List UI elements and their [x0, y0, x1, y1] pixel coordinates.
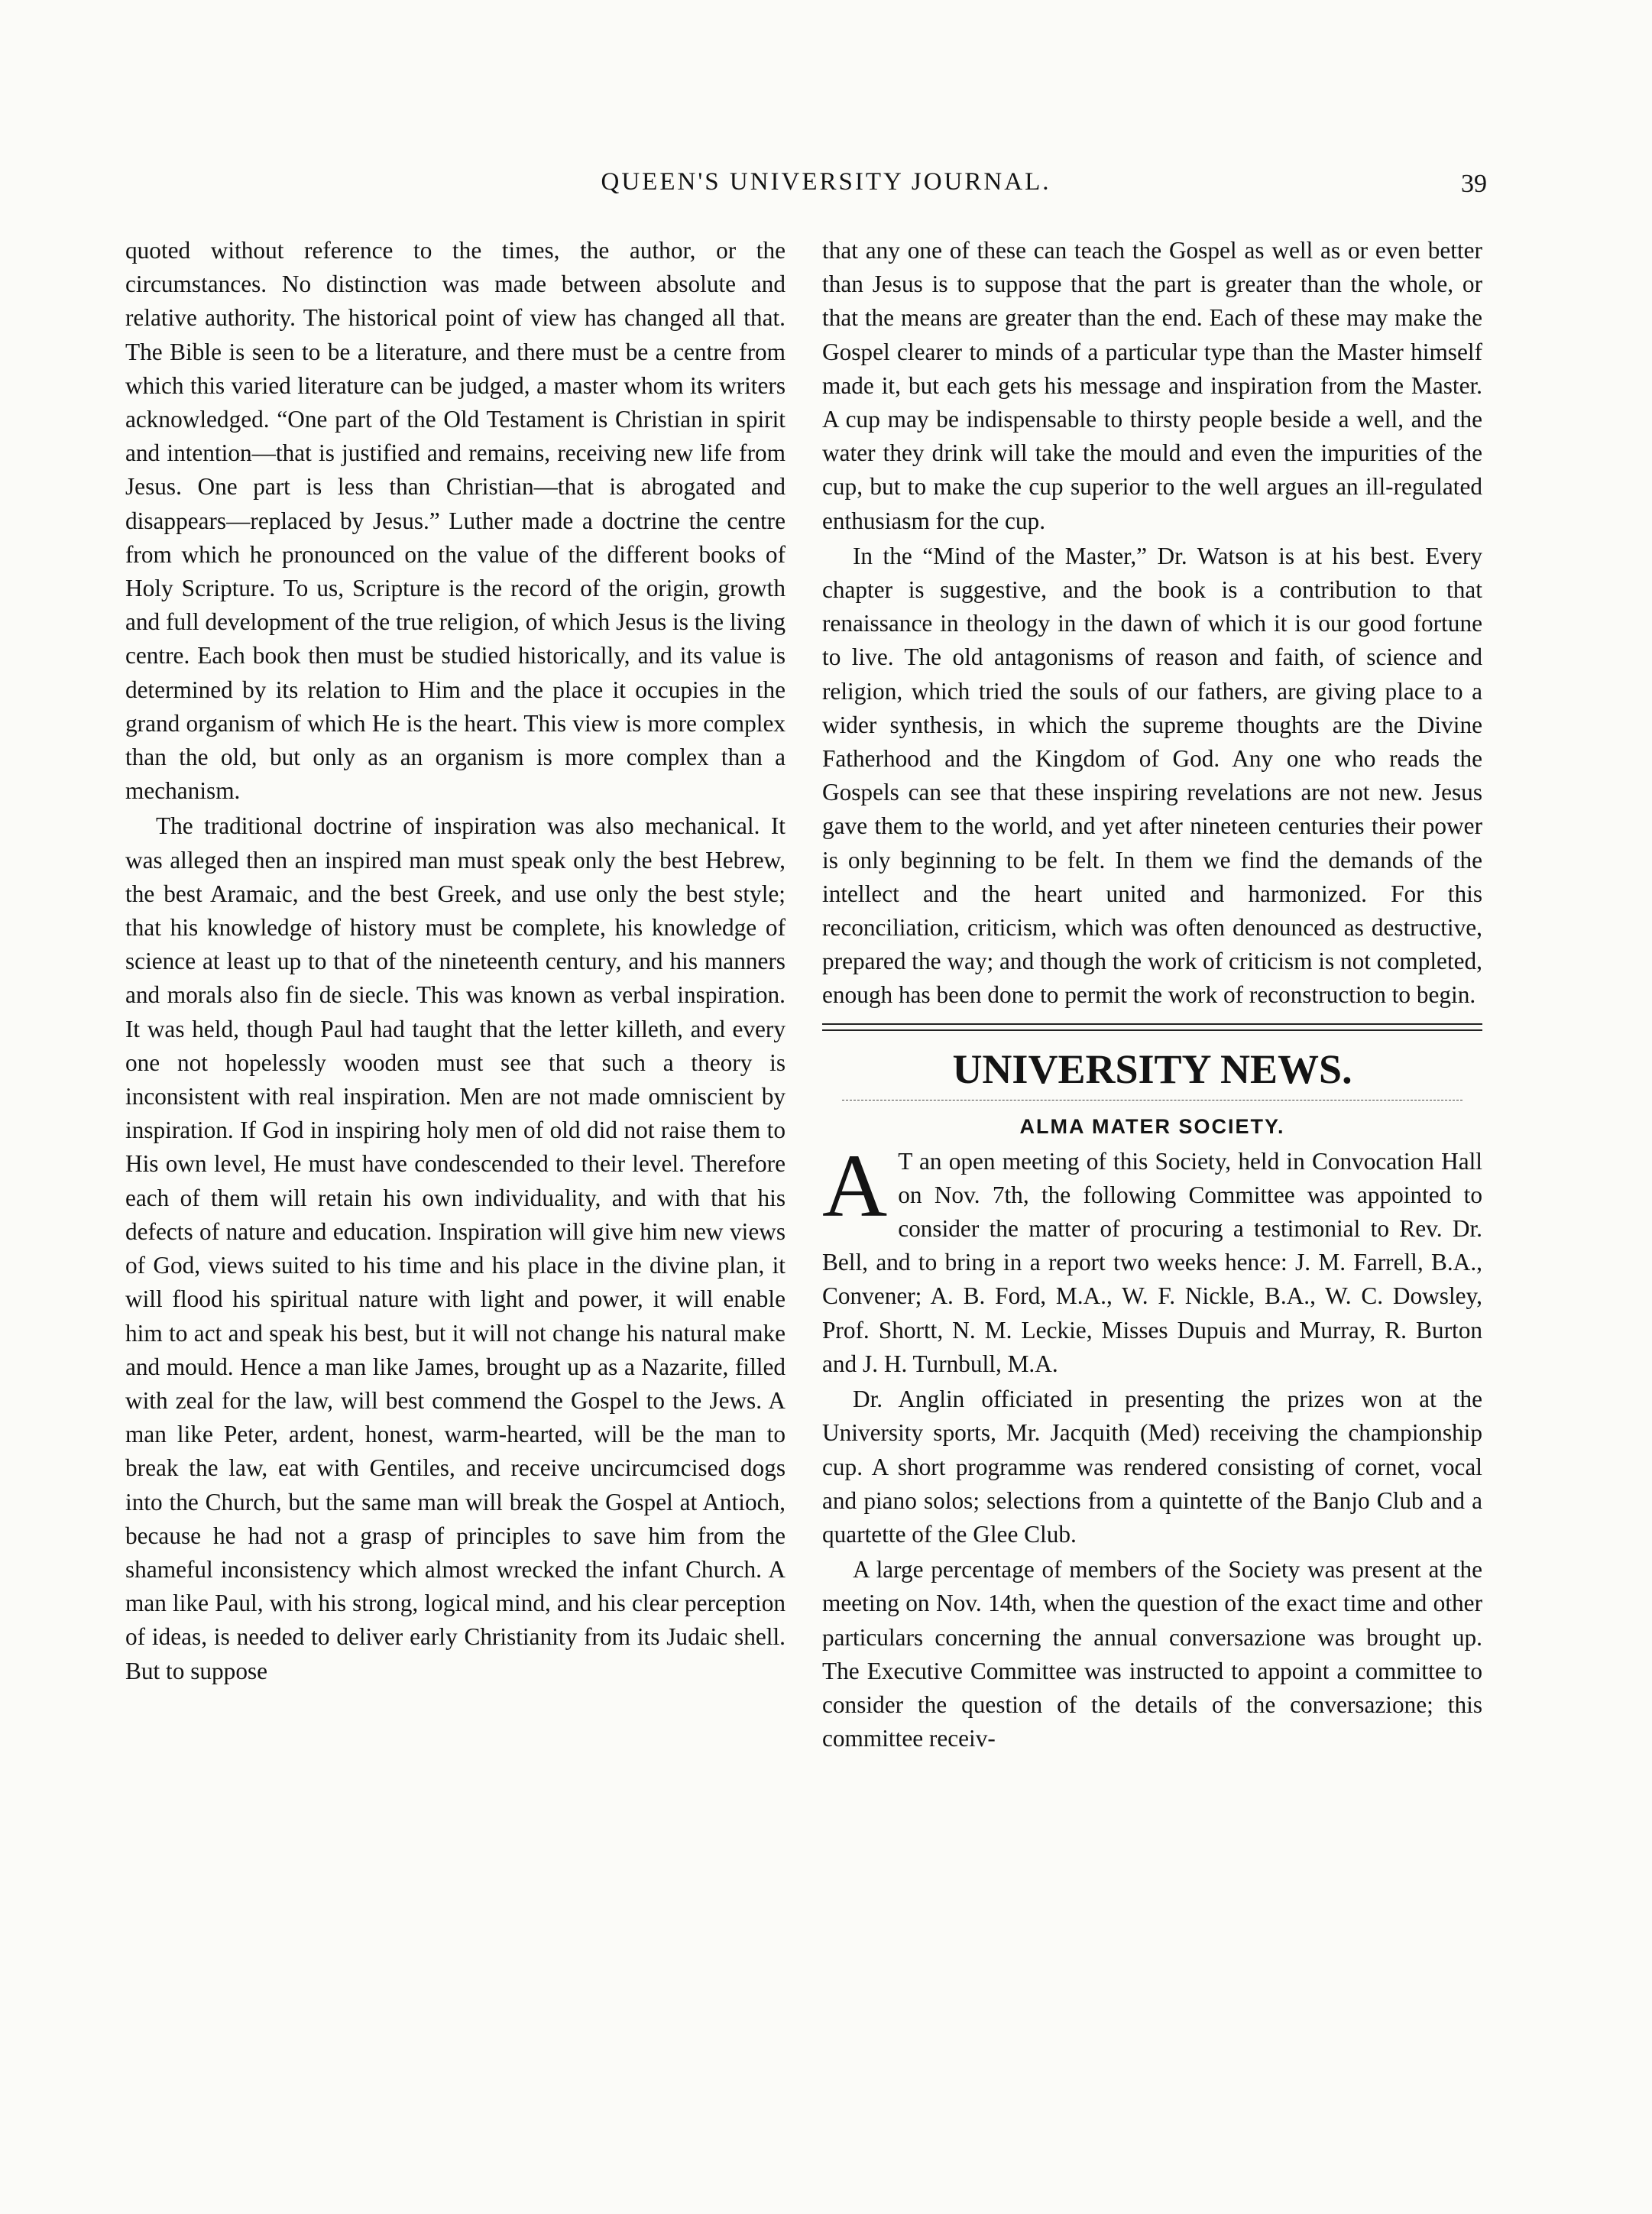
paragraph: quoted without reference to the times, the author, or the circumstances. No distinction was made between absolute and relative authority. The historical point of view has changed all that. The Bible is seen to be a literature, and there must be a centre from which this varied literature can be judged, a master whom its writers acknowledged. “One part of the Old Testament is Christian in spirit and intention—that is justified and remains, receiving new life from Jesus. One part is less than Christian—that is abrogated and disappears—replaced by Jesus.” Luther made a doctrine the centre from which he pronounced on the value of the different books of Holy Scripture. To us, Scripture is the record of the origin, growth and full development of the true religion, of which Jesus is the living centre. Each book then must be studied historically, and its value is determined by its relation to Him and the place it occupies in the grand organism of which He is the heart. This view is more complex than the old, but only as an organism is more complex than a mechanism.: [125, 237, 786, 805]
heading-rule: [842, 1100, 1463, 1101]
news-paragraph: [822, 1135, 1482, 1381]
right-column: [822, 234, 1482, 2152]
left-column: [125, 234, 786, 2152]
subheading: ALMA MATER SOCIETY.: [1019, 1114, 1285, 1138]
paragraph: The traditional doctrine of inspiration was also mechanical. It was alleged then an inspired man must speak only the best Hebrew, the best Aramaic, and the best Greek, and use only the best style; that his knowledge of history must be complete, his knowledge of science at least up to that of the nineteenth century, and his manners and morals also fin de siecle. This was known as verbal inspiration. It was held, though Paul had taught that the letter killeth, and every one not hopelessly wooden must see that such a theory is inconsistent with real inspiration. Men are not made omniscient by inspiration. If God in inspiring holy men of old did not raise them to His own level, He must have condescended to their level. Therefore each of them will retain his own individuality, and with that his defects of nature and education. Inspiration will give him new views of God, views suited to his time and his place in the divine plan, it will flood his spiritual nature with light and power, it will enable him to act and speak his best, but it will not change his natural make and mould. Hence a man like James, brought up as a Nazarite, filled with zeal for the law, will best commend the Gospel to the Jews. A man like Peter, ardent, honest, warm-hearted, will be the man to break the law, eat with Gentiles, and receive uncircumcised dogs into the Church, but the same man will break the Gospel at Antioch, because he had not a grasp of principles to save him from the shameful inconsistency which almost wrecked the infant Church. A man like Paul, with his strong, logical mind, and his clear perception of ideas, is needed to deliver early Christianity from its Judaic shell. But to suppose: [125, 812, 786, 1684]
news-paragraph: A large percentage of members of the Society was present at the meeting on Nov. 14th, when the question of the exact time and other particulars concerning the annual conversazione was brought up. The Executive Committee was instructed to appoint a committee to consider the question of the details of the conversazione; this committee receiv-: [822, 1556, 1482, 1752]
paragraph: In the “Mind of the Master,” Dr. Watson is at his best. Every chapter is suggestive, and the book is a contribution to that renaissance in theology in the dawn of which it is our good fortune to live. The old antagonisms of reason and faith, of science and religion, which tried the souls of our fathers, are giving place to a wider synthesis, in which the supreme thoughts are the Divine Fatherhood and the Kingdom of God. Any one who reads the Gospels can see that these inspiring revelations are not new. Jesus gave them to the world, and yet after nineteen centuries their power is only beginning to be felt. In them we find the demands of the intellect and the heart united and harmonized. For this reconciliation, criticism, which was often denounced as destructive, prepared the way; and though the work of criticism is not completed, enough has been done to permit the work of reconstruction to begin.: [822, 542, 1482, 1009]
news-paragraph: Dr. Anglin officiated in presenting the prizes won at the University sports, Mr. Jacquith (Med) receiving the championship cup. A short programme was rendered consisting of cornet, vocal and piano solos; selections from a quintette of the Banjo Club and a quartette of the Glee Club.: [822, 1386, 1482, 1548]
running-title: QUEEN'S UNIVERSITY JOURNAL.: [601, 168, 1051, 196]
drop-cap: A: [822, 1135, 888, 1236]
section-divider: [822, 1023, 1482, 1031]
page-number: 39: [1461, 170, 1487, 198]
news-paragraph-text: T an open meeting of this Society, held in Convocation Hall on Nov. 7th, the following Committee was appointed to consider the matter of procuring a testimonial to Rev. Dr. Bell, and to bring in a report two weeks hence: J. M. Farrell, B.A., Convener; A. B. Ford, M.A., W. F. Nickle, B.A., W. C. Dowsley, Prof. Shortt, N. M. Leckie, Misses Dupuis and Murray, R. Burton and J. H. Turnbull, M.A.: [822, 1147, 1482, 1377]
section-heading: UNIVERSITY NEWS.: [952, 1045, 1352, 1092]
paragraph: that any one of these can teach the Gospel as well as or even better than Jesus is to suppose that the part is greater than the whole, or that the means are greater than the end. Each of these may make the Gospel clearer to minds of a particular type than the Master himself made it, but each gets his message and inspiration from the Master. A cup may be indispensable to thirsty people beside a well, and the water they drink will take the mould and even the impurities of the cup, but to make the cup superior to the well argues an ill-regulated enthusiasm for the cup.: [822, 237, 1482, 534]
